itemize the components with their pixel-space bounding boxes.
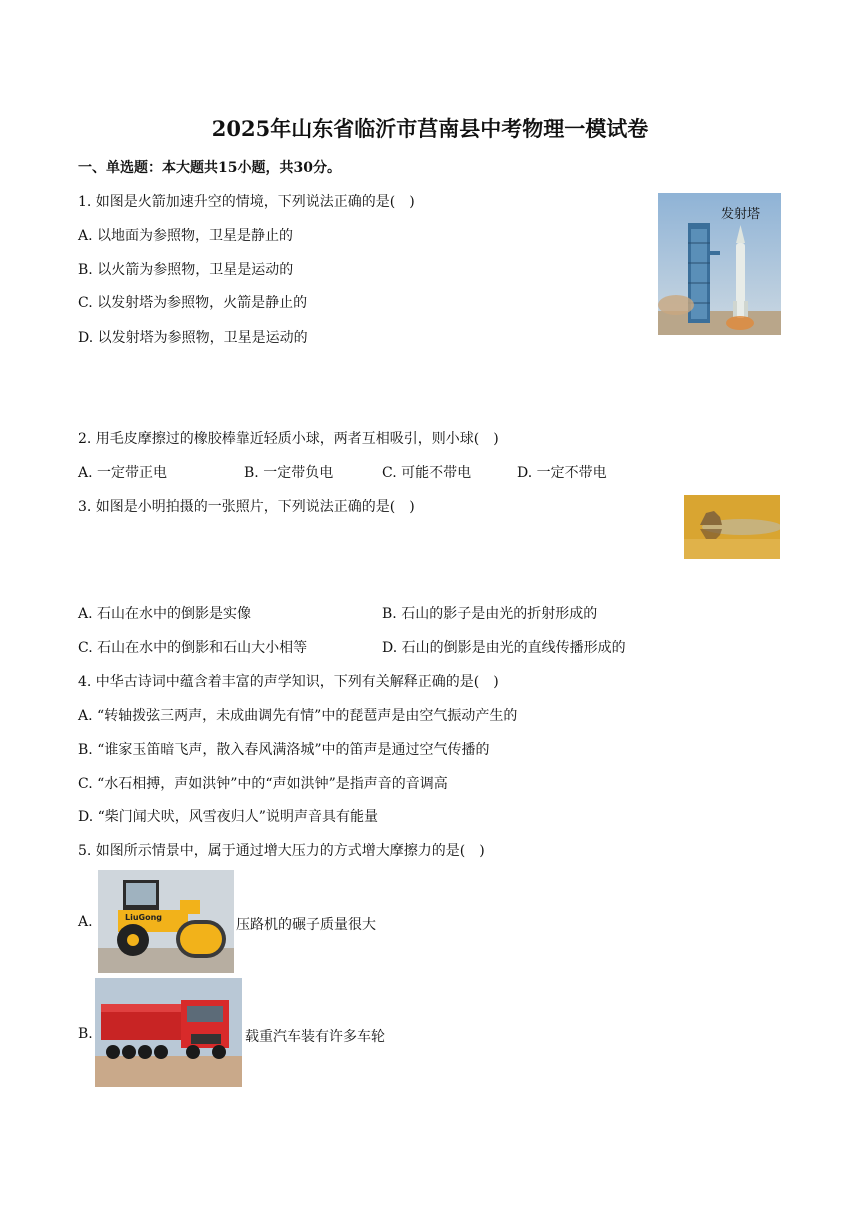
launch-tower-label: 发射塔 — [721, 207, 761, 222]
q5-option-a-label: A. — [78, 914, 93, 930]
q4-option-a: A. “转轴拨弦三两声，未成曲调先有情”中的琵琶声是由空气振动产生的 — [78, 708, 518, 724]
q3-option-a: A. 石山在水中的倒影是实像 — [78, 606, 252, 622]
q5-stem: 5. 如图所示情景中，属于通过增大压力的方式增大摩擦力的是( ) — [78, 843, 485, 859]
q3-stem: 3. 如图是小明拍摄的一张照片，下列说法正确的是( ) — [78, 499, 415, 515]
road-roller-image — [98, 870, 234, 973]
q4-option-b: B. “谁家玉笛暗飞声，散入春风满洛城”中的笛声是通过空气传播的 — [78, 742, 490, 758]
q1-option-a: A. 以地面为参照物，卫星是静止的 — [78, 228, 294, 244]
q3-option-d: D. 石山的倒影是由光的直线传播形成的 — [382, 640, 626, 656]
q5-option-b-text: 载重汽车装有许多车轮 — [245, 1029, 385, 1045]
roller-brand-logo: LiuGong — [125, 913, 163, 922]
q4-option-d: D. “柴门闻犬吠，风雪夜归人”说明声音具有能量 — [78, 809, 378, 825]
q2-option-d: D. 一定不带电 — [517, 465, 607, 481]
q4-option-c: C. “水石相搏，声如洪钟”中的“声如洪钟”是指声音的音调高 — [78, 776, 448, 792]
q2-option-b: B. 一定带负电 — [244, 465, 334, 481]
rocket-launch-image — [658, 193, 781, 335]
q5-option-a-text: 压路机的碾子质量很大 — [236, 917, 376, 933]
q1-option-b: B. 以火箭为参照物，卫星是运动的 — [78, 262, 294, 278]
q2-stem: 2. 用毛皮摩擦过的橡胶棒靠近轻质小球，两者互相吸引，则小球( ) — [78, 431, 499, 447]
q1-option-d: D. 以发射塔为参照物，卫星是运动的 — [78, 330, 308, 346]
page-title: 2025年山东省临沂市莒南县中考物理一模试卷 — [211, 116, 649, 141]
stone-hill-photo — [684, 495, 780, 559]
q5-option-b-label: B. — [78, 1026, 93, 1042]
q3-option-b: B. 石山的影子是由光的折射形成的 — [382, 606, 598, 622]
q1-stem: 1. 如图是火箭加速升空的情境，下列说法正确的是( ) — [78, 194, 415, 210]
q1-option-c: C. 以发射塔为参照物，火箭是静止的 — [78, 295, 308, 311]
section-heading: 一、单选题：本大题共15小题，共30分。 — [78, 160, 341, 176]
q4-stem: 4. 中华古诗词中蕴含着丰富的声学知识，下列有关解释正确的是( ) — [78, 674, 499, 690]
q2-option-c: C. 可能不带电 — [382, 465, 472, 481]
q2-option-a: A. 一定带正电 — [78, 465, 168, 481]
heavy-truck-image — [95, 978, 242, 1087]
q3-option-c: C. 石山在水中的倒影和石山大小相等 — [78, 640, 308, 656]
